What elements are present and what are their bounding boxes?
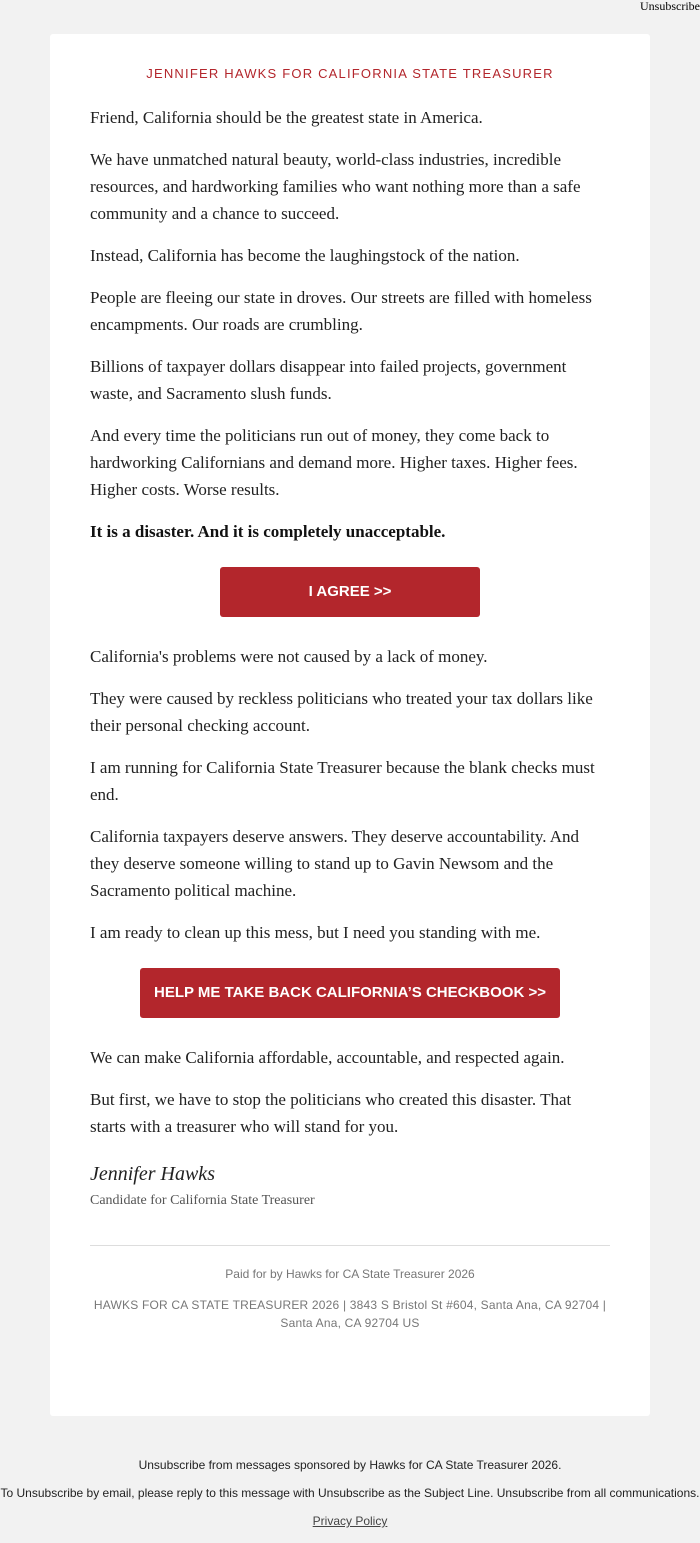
- body-paragraph: California's problems were not caused by a lack of money.: [90, 647, 488, 666]
- body-paragraph: They were caused by reckless politicians who treated your tax dollars like their personal checking account.: [90, 689, 593, 735]
- checkbook-button[interactable]: HELP ME TAKE BACK CALIFORNIA’S CHECKBOOK >>: [140, 968, 560, 1018]
- body-paragraph: I am running for California State Treasurer because the blank checks must end.: [90, 758, 595, 804]
- body-paragraph: Instead, California has become the laughingstock of the nation.: [90, 246, 520, 265]
- paid-for-disclaimer: Paid for by Hawks for CA State Treasurer 2026: [225, 1267, 475, 1281]
- campaign-header: JENNIFER HAWKS FOR CALIFORNIA STATE TREASURER: [146, 66, 554, 81]
- body-paragraph: I am ready to clean up this mess, but I need you standing with me.: [90, 923, 541, 942]
- body-paragraph: We have unmatched natural beauty, world-class industries, incredible resources, and hardworking families who want nothing more than a safe community and a chance to succeed.: [90, 150, 581, 223]
- agree-button-container: [90, 567, 610, 617]
- footer-unsubscribe-sponsor[interactable]: Unsubscribe from messages sponsored by Hawks for CA State Treasurer 2026.: [138, 1458, 562, 1472]
- body-paragraph: We can make California affordable, accountable, and respected again.: [90, 1048, 565, 1067]
- email-card: [50, 34, 650, 1416]
- footer-privacy: [0, 1514, 700, 1528]
- signature: Jennifer Hawks: [90, 1163, 215, 1185]
- signature-title: Candidate for California State Treasurer: [90, 1193, 315, 1208]
- body-paragraph: People are fleeing our state in droves. Our streets are filled with homeless encampments. Our roads are crumbling.: [90, 288, 592, 334]
- divider: [90, 1245, 610, 1246]
- body-paragraph: But first, we have to stop the politicians who created this disaster. That starts with a treasurer who will stand for you.: [90, 1090, 572, 1136]
- checkbook-button-container: [90, 968, 610, 1018]
- footer-unsubscribe-email[interactable]: To Unsubscribe by email, please reply to this message with Unsubscribe as the Subject Line. Unsubscribe from all communications.: [0, 1486, 700, 1500]
- body-paragraph: And every time the politicians run out of money, they come back to hardworking Californians and demand more. Higher taxes. Higher fees. Higher costs. Worse results.: [90, 426, 578, 499]
- body-paragraph: Billions of taxpayer dollars disappear into failed projects, government waste, and Sacramento slush funds.: [90, 357, 567, 403]
- top-unsubscribe-link[interactable]: Unsubscribe: [640, 0, 700, 13]
- agree-button[interactable]: I AGREE >>: [220, 567, 480, 617]
- privacy-policy-link[interactable]: Privacy Policy: [312, 1514, 388, 1528]
- body-paragraph: California taxpayers deserve answers. They deserve accountability. And they deserve someone willing to stand up to Gavin Newsom and the Sacramento political machine.: [90, 827, 580, 900]
- body-paragraph: Friend, California should be the greatest state in America.: [90, 108, 483, 127]
- mailing-address: HAWKS FOR CA STATE TREASURER 2026 | 3843 S Bristol St #604, Santa Ana, CA 92704 | Santa Ana, CA 92704 US: [93, 1298, 607, 1330]
- bold-statement: It is a disaster. And it is completely unacceptable.: [90, 522, 446, 541]
